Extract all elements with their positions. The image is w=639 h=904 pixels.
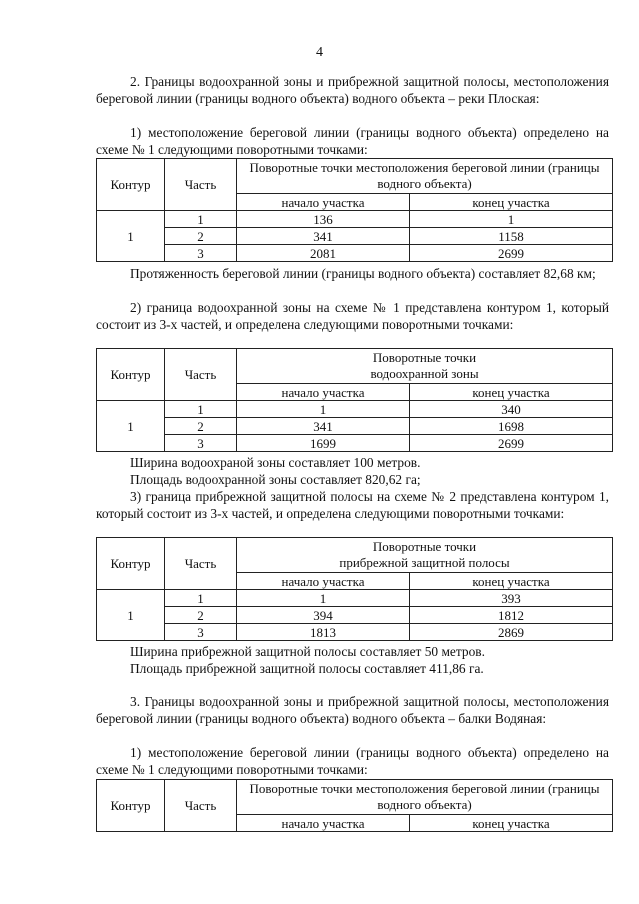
col-header-points [237,349,613,384]
table-row [97,624,613,641]
start-cell: 394 [237,607,410,624]
water-protection-zone-table [96,348,613,452]
protection-strip-area-text: Площадь прибрежной защитной полосы составляет 411,86 га. [130,661,484,676]
section-3-item-1: 1) местоположение береговой линии (границы водного объекта) определено на схеме № 1 следующими поворотными точками: [96,745,609,777]
col-header-end: конец участка [410,194,613,211]
part-cell: 1 [165,590,237,607]
part-cell: 3 [165,435,237,452]
end-cell: 2699 [410,435,613,452]
kontur-cell: 1 [97,590,165,641]
col-header-end: конец участка [410,573,613,590]
coastal-protection-strip-table [96,537,613,641]
table-row [97,590,613,607]
col-header-kontur: Контур [97,780,165,832]
part-cell: 2 [165,228,237,245]
table-row [97,418,613,435]
start-cell: 1699 [237,435,410,452]
col-header-chast: Часть [165,780,237,832]
section-2-item-1: 1) местоположение береговой линии (границы водного объекта) определено на схеме № 1 следующими поворотными точками: [96,125,609,157]
page-number: 4 [316,45,323,60]
end-cell: 1158 [410,228,613,245]
water-zone-width-text: Ширина водоохраной зоны составляет 100 метров. [130,455,421,470]
table-row [97,435,613,452]
shoreline-length-text: Протяженность береговой линии (границы водного объекта) составляет 82,68 км; [130,266,596,281]
col-header-kontur: Контур [97,159,165,211]
col-header-start: начало участка [237,573,410,590]
part-cell: 1 [165,211,237,228]
end-cell: 2869 [410,624,613,641]
col-header-start: начало участка [237,384,410,401]
col-header-chast: Часть [165,349,237,401]
end-cell: 1 [410,211,613,228]
col-header-start: начало участка [237,815,410,832]
start-cell: 136 [237,211,410,228]
col-header-end: конец участка [410,815,613,832]
water-zone-area-text: Площадь водоохранной зоны составляет 820,62 га; [130,472,421,487]
col-header-points: Поворотные точки местоположения береговой линии (границы водного объекта) [237,780,613,815]
col-header-end: конец участка [410,384,613,401]
start-cell: 1 [237,590,410,607]
part-cell: 1 [165,401,237,418]
kontur-cell: 1 [97,401,165,452]
section-2-heading: 2. Границы водоохранной зоны и прибрежной защитной полосы, местоположения береговой линии (границы водного объекта) водного объекта – реки Плоская: [96,74,609,106]
kontur-cell: 1 [97,211,165,262]
col-header-points-line-2: водоохранной зоны [370,366,479,381]
section-2-item-2: 2) граница водоохранной зоны на схеме № 1 представлена контуром 1, который состоит из 3-х частей, и определена следующими поворотными точками: [96,300,609,332]
table-row [97,245,613,262]
col-header-start: начало участка [237,194,410,211]
start-cell: 1 [237,401,410,418]
part-cell: 2 [165,418,237,435]
section-2-item-3: 3) граница прибрежной защитной полосы на схеме № 2 представлена контуром 1, который состоит из 3-х частей, и определена следующими поворотными точками: [96,489,609,521]
col-header-kontur: Контур [97,349,165,401]
end-cell: 393 [410,590,613,607]
col-header-kontur: Контур [97,538,165,590]
start-cell: 1813 [237,624,410,641]
start-cell: 2081 [237,245,410,262]
end-cell: 2699 [410,245,613,262]
vodyanaya-shoreline-points-table [96,779,613,832]
col-header-chast: Часть [165,159,237,211]
shoreline-points-table [96,158,613,262]
end-cell: 340 [410,401,613,418]
table-row [97,211,613,228]
table-row [97,607,613,624]
col-header-points: Поворотные точки местоположения береговой линии (границы водного объекта) [237,159,613,194]
end-cell: 1698 [410,418,613,435]
table-row [97,228,613,245]
col-header-points-line-1: Поворотные точки [372,539,477,554]
part-cell: 3 [165,624,237,641]
end-cell: 1812 [410,607,613,624]
col-header-points-line-1: Поворотные точки [372,350,477,365]
col-header-chast: Часть [165,538,237,590]
table-row [97,401,613,418]
protection-strip-width-text: Ширина прибрежной защитной полосы составляет 50 метров. [130,644,485,659]
part-cell: 3 [165,245,237,262]
section-3-heading: 3. Границы водоохранной зоны и прибрежной защитной полосы, местоположения береговой линии (границы водного объекта) водного объекта – балки Водяная: [96,694,609,726]
start-cell: 341 [237,418,410,435]
col-header-points [237,538,613,573]
part-cell: 2 [165,607,237,624]
col-header-points-line-2: прибрежной защитной полосы [339,555,510,570]
start-cell: 341 [237,228,410,245]
